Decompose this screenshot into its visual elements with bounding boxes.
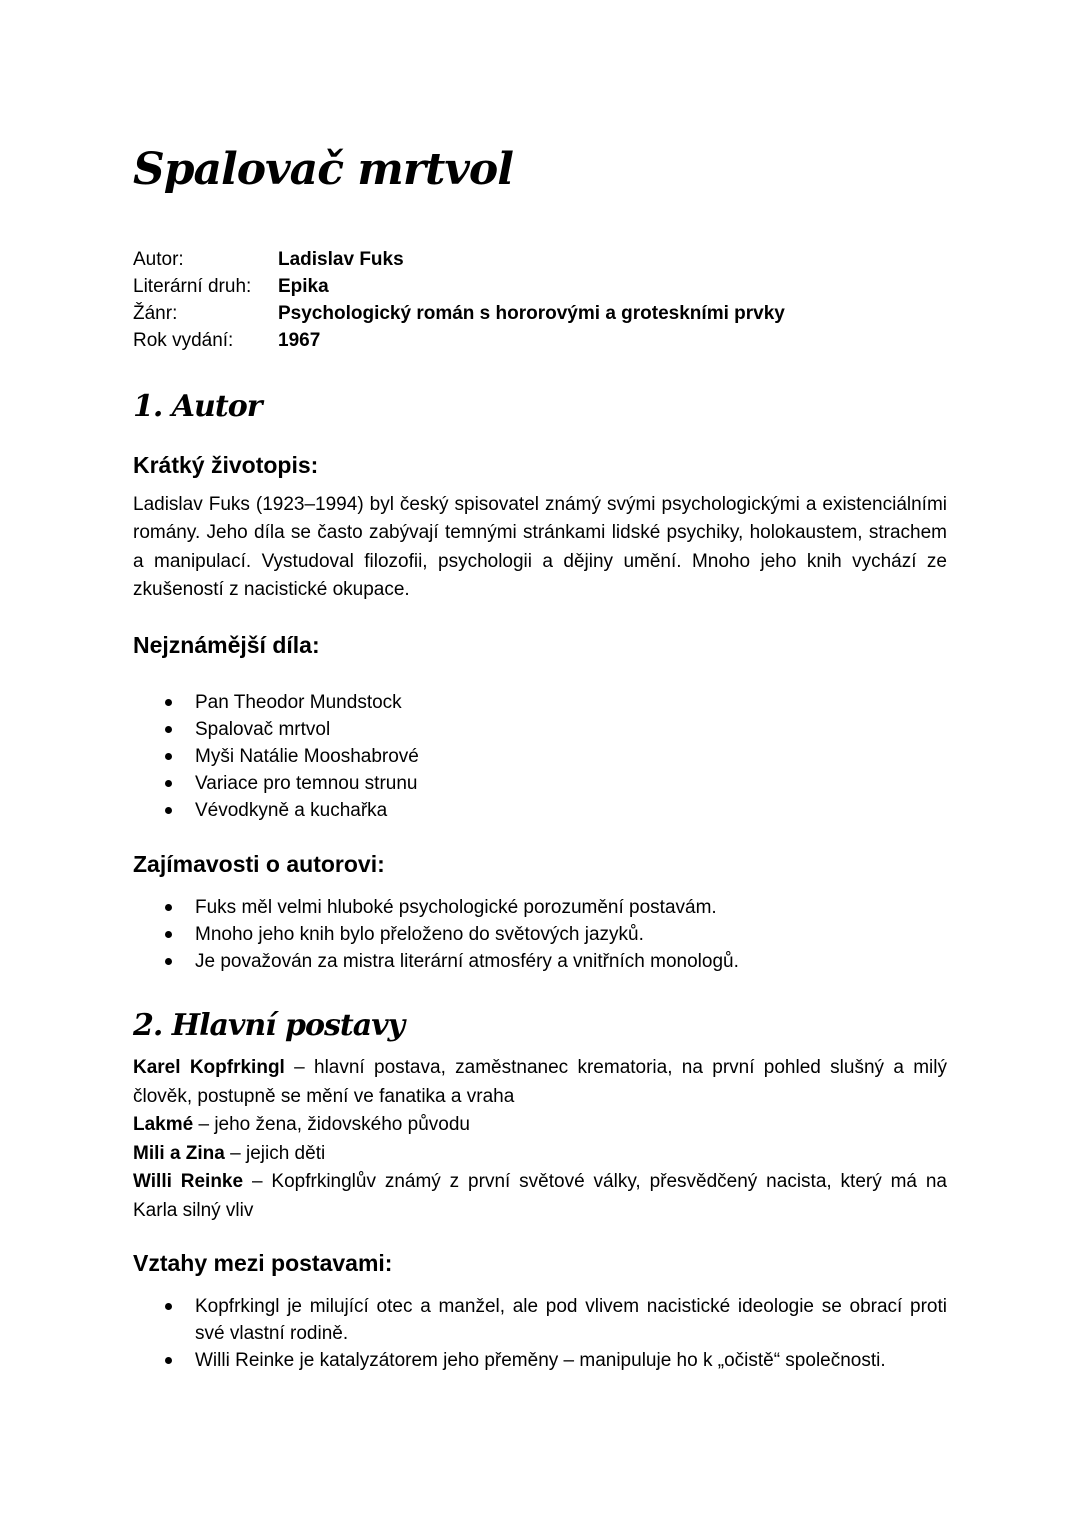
metadata-block (133, 246, 947, 354)
character-name: Karel Kopfrkingl (133, 1057, 285, 1079)
character-description: – hlavní postava, zaměstnanec krematoria, na první pohled slušný a milý člověk, postupně se mění ve fanatika a vraha (133, 1057, 947, 1107)
metadata-value-zanr: Psychologický román s hororovými a groteskními prvky (278, 302, 785, 324)
list-item-work: Pan Theodor Mundstock (133, 689, 947, 716)
list-item-fact: Fuks měl velmi hluboké psychologické porozumění postavám. (133, 894, 947, 921)
section-heading-autor: 1. Autor (133, 388, 262, 424)
subheading-nejznamejsi-dila: Nejznámější díla: (133, 631, 320, 658)
list-item-work: Variace pro temnou strunu (133, 770, 947, 797)
author-bio-paragraph: Ladislav Fuks (1923–1994) byl český spisovatel známý svými psychologickými a existenciálními romány. Jeho díla se často zabývají temnými stránkami lidské psychiky, holokaustem, strachem a manipulací. Vystudoval filozofii, psychologii a dějiny umění. Mnoho jeho knih vychází ze zkušeností z nacistické okupace. (133, 493, 947, 601)
characters-block (133, 1054, 947, 1225)
metadata-label-literarni-druh: Literární druh: (133, 275, 252, 297)
list-item-fact: Je považován za mistra literární atmosféry a vnitřních monologů. (133, 948, 947, 975)
character-entry (133, 1111, 947, 1140)
metadata-row (133, 300, 947, 327)
list-item-work: Spalovač mrtvol (133, 716, 947, 743)
metadata-label-autor: Autor: (133, 248, 184, 270)
document-title: Spalovač mrtvol (133, 144, 513, 195)
metadata-row (133, 273, 947, 300)
list-item-work: Vévodkyně a kuchařka (133, 797, 947, 824)
list-item-relation: Kopfrkingl je milující otec a manžel, ale pod vlivem nacistické ideologie se obrací proti své vlastní rodině. (133, 1293, 947, 1347)
character-description: – jeho žena, židovského původu (193, 1114, 470, 1136)
metadata-value-rok-vydani: 1967 (278, 329, 321, 351)
character-name: Mili a Zina (133, 1142, 225, 1164)
section-heading-hlavni-postavy: 2. Hlavní postavy (133, 1007, 405, 1043)
character-name: Willi Reinke (133, 1171, 244, 1193)
character-entry (133, 1054, 947, 1111)
list-item-fact: Mnoho jeho knih bylo přeloženo do světových jazyků. (133, 921, 947, 948)
metadata-row (133, 327, 947, 354)
metadata-value-autor: Ladislav Fuks (278, 248, 404, 270)
metadata-value-literarni-druh: Epika (278, 275, 329, 297)
metadata-label-zanr: Žánr: (133, 302, 178, 324)
character-entry (133, 1140, 947, 1169)
works-list (133, 689, 947, 824)
character-name: Lakmé (133, 1114, 194, 1136)
character-description: – jejich děti (224, 1142, 326, 1164)
subheading-kratky-zivotopis: Krátký životopis: (133, 452, 319, 479)
subheading-zajimavosti: Zajímavosti o autorovi: (133, 850, 385, 877)
list-item-work: Myši Natálie Mooshabrové (133, 743, 947, 770)
metadata-label-rok-vydani: Rok vydání: (133, 329, 234, 351)
list-item-relation: Willi Reinke je katalyzátorem jeho přeměny – manipuluje ho k „očistě“ společnosti. (133, 1347, 947, 1374)
facts-list (133, 894, 947, 975)
character-entry (133, 1168, 947, 1225)
character-description: – Kopfrkinglův známý z první světové války, přesvědčený nacista, který má na Karla silný vliv (133, 1171, 948, 1221)
relations-list (133, 1293, 947, 1374)
subheading-vztahy: Vztahy mezi postavami: (133, 1250, 393, 1277)
metadata-row (133, 246, 947, 273)
